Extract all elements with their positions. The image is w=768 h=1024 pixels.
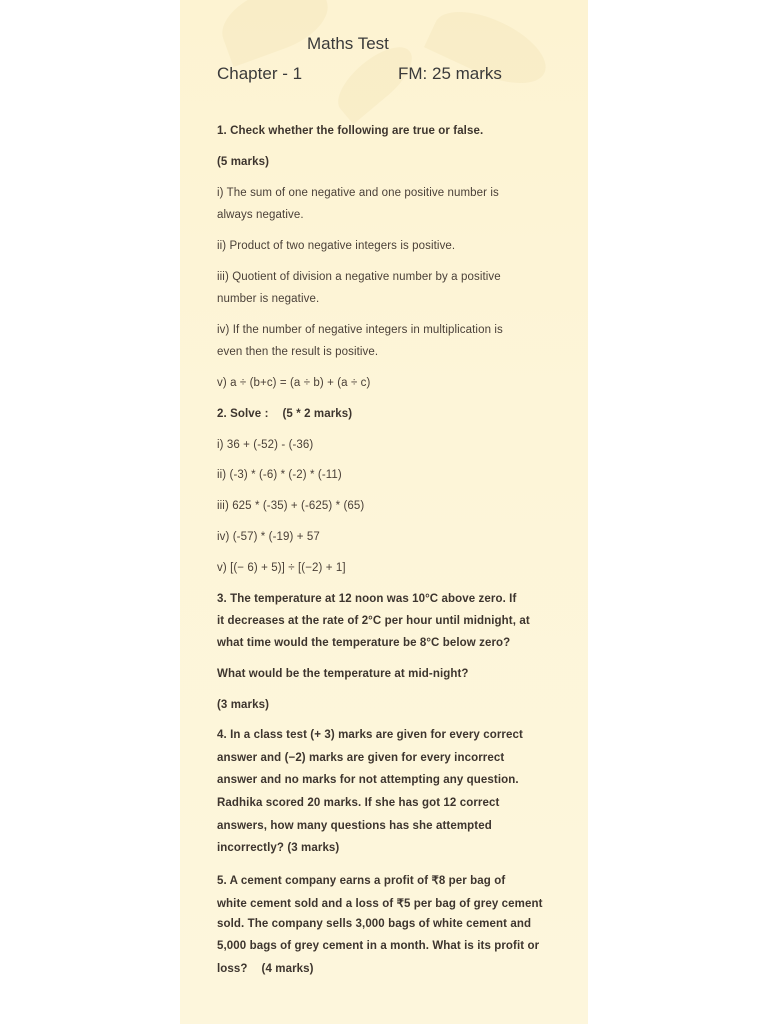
q5-marks: (4 marks) bbox=[261, 963, 314, 975]
q2-heading: 2. Solve : bbox=[217, 408, 269, 420]
q4-text-line: incorrectly? (3 marks) bbox=[217, 842, 340, 854]
q4-text-line: Radhika scored 20 marks. If she has got 12 correct bbox=[217, 797, 500, 809]
full-marks-label: FM: 25 marks bbox=[398, 64, 502, 83]
q3-marks: (3 marks) bbox=[217, 699, 270, 711]
worksheet-page bbox=[180, 0, 588, 1024]
q3-text-line: it decreases at the rate of 2°C per hour until midnight, at bbox=[217, 615, 530, 627]
q1-item-iii: iii) Quotient of division a negative number by a positive bbox=[217, 271, 501, 283]
q1-item-iv-cont: even then the result is positive. bbox=[217, 346, 379, 358]
chapter-label: Chapter - 1 bbox=[217, 64, 303, 83]
q1-item-i: i) The sum of one negative and one positive number is bbox=[217, 187, 499, 199]
q2-item-i: i) 36 + (-52) - (-36) bbox=[217, 439, 314, 451]
q1-heading: 1. Check whether the following are true or false. bbox=[217, 125, 484, 137]
q4-text-line: answer and no marks for not attempting any question. bbox=[217, 774, 519, 786]
q1-item-iv: iv) If the number of negative integers in multiplication is bbox=[217, 324, 503, 336]
q2-item-ii: ii) (-3) * (-6) * (-2) * (-11) bbox=[217, 469, 342, 481]
q4-text-line: 4. In a class test (+ 3) marks are given for every correct bbox=[217, 729, 523, 741]
q2-item-iv: iv) (-57) * (-19) + 57 bbox=[217, 531, 320, 543]
q1-item-v: v) a ÷ (b+c) = (a ÷ b) + (a ÷ c) bbox=[217, 377, 371, 389]
page-title: Maths Test bbox=[307, 34, 389, 53]
q5-text-line: white cement sold and a loss of ₹5 per bag of grey cement bbox=[217, 898, 543, 910]
q4-text-line: answer and (−2) marks are given for every incorrect bbox=[217, 752, 505, 764]
q5-text-line: sold. The company sells 3,000 bags of white cement and bbox=[217, 918, 532, 930]
q5-last-line bbox=[217, 963, 553, 975]
q2-item-v: v) [(− 6) + 5)] ÷ [(−2) + 1] bbox=[217, 562, 346, 574]
q1-item-ii: ii) Product of two negative integers is positive. bbox=[217, 240, 456, 252]
q1-item-i-cont: always negative. bbox=[217, 209, 304, 221]
q2-item-iii: iii) 625 * (-35) + (-625) * (65) bbox=[217, 500, 365, 512]
q5-text-end: loss? bbox=[217, 963, 248, 975]
q3-text-line: 3. The temperature at 12 noon was 10°C above zero. If bbox=[217, 593, 517, 605]
q5-text-line: 5. A cement company earns a profit of ₹8 per bag of bbox=[217, 875, 506, 887]
q2-marks: (5 * 2 marks) bbox=[282, 408, 353, 420]
q4-text-line: answers, how many questions has she attempted bbox=[217, 820, 492, 832]
q3-text-line: what time would the temperature be 8°C below zero? bbox=[217, 637, 511, 649]
q5-text-line: 5,000 bags of grey cement in a month. What is its profit or bbox=[217, 940, 540, 952]
q1-marks: (5 marks) bbox=[217, 156, 270, 168]
q2-heading-row bbox=[217, 408, 553, 420]
q3-subquestion: What would be the temperature at mid-night? bbox=[217, 668, 469, 680]
q1-item-iii-cont: number is negative. bbox=[217, 293, 320, 305]
